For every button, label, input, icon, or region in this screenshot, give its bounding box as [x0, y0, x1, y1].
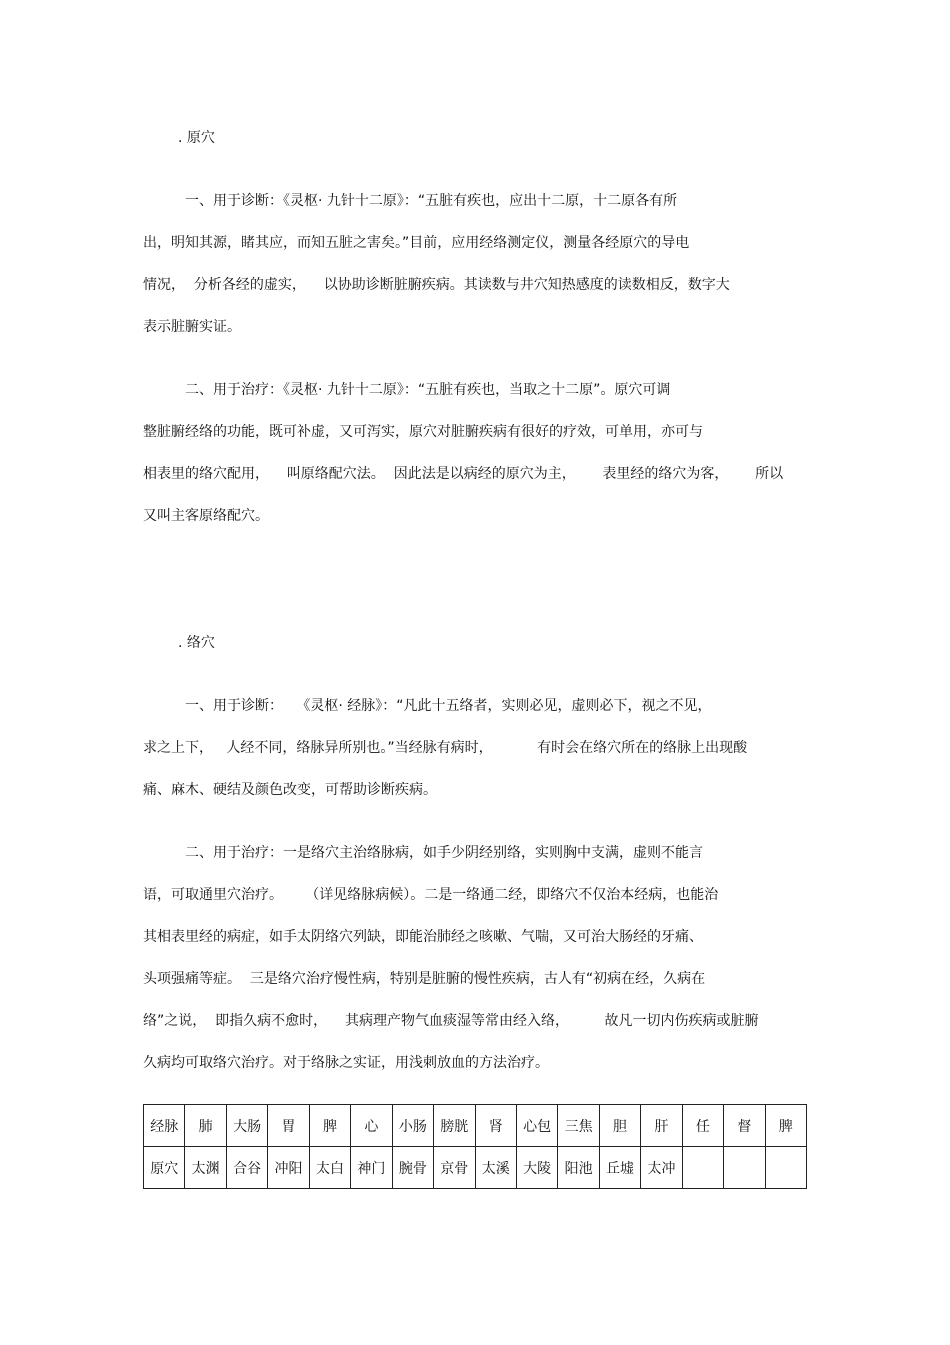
table-cell: 冲阳: [268, 1147, 309, 1189]
table-cell: 原穴: [144, 1147, 185, 1189]
table-cell: 心: [351, 1105, 392, 1147]
table-cell: 肝: [641, 1105, 682, 1147]
text-line: 语，可取通里穴治疗。 （详见络脉病候）。二是一络通二经，即络穴不仅治本经病，也能治: [143, 887, 719, 903]
text-line: 其相表里经的病症，如手太阴络穴列缺，即能治肺经之咳嗽、气喘，又可治大肠经的牙痛、: [143, 929, 703, 945]
table-cell: 合谷: [226, 1147, 267, 1189]
text-line: 情况， 分析各经的虚实， 以协助诊断脏腑疾病。其读数与井穴知热感度的读数相反，数字大: [143, 277, 730, 293]
table-cell: 京骨: [434, 1147, 475, 1189]
table-cell: 小肠: [392, 1105, 433, 1147]
text-line: 出，明知其源，睹其应，而知五脏之害矣。”目前，应用经络测定仪，测量各经原穴的导电: [143, 235, 690, 251]
table-cell: [724, 1147, 765, 1189]
text-line: 二、用于治疗：一是络穴主治络脉病，如手少阴经别络，实则胸中支满，虚则不能言: [185, 845, 703, 861]
table-cell: 胃: [268, 1105, 309, 1147]
table-cell: 心包: [516, 1105, 557, 1147]
text-line: 二、用于治疗：《灵枢· 九针十二原》：“五脏有疾也，当取之十二原”。原穴可调: [185, 382, 671, 398]
text-line: 久病均可取络穴治疗。对于络脉之实证，用浅刺放血的方法治疗。: [143, 1055, 549, 1071]
table-cell: [765, 1147, 806, 1189]
text-line: 头项强痛等症。 三是络穴治疗慢性病，特别是脏腑的慢性疾病，古人有“初病在经，久病在: [143, 971, 706, 987]
table-cell: 丘墟: [599, 1147, 640, 1189]
table-cell: 胆: [599, 1105, 640, 1147]
text-line: 一、用于诊断： 《灵枢· 经脉》：“凡此十五络者，实则必见，虚则必下，视之不见，: [185, 698, 712, 714]
table-cell: 肾: [475, 1105, 516, 1147]
table-cell: 大陵: [516, 1147, 557, 1189]
table-cell: 神门: [351, 1147, 392, 1189]
table-cell: 腕骨: [392, 1147, 433, 1189]
text-line: 络”之说， 即指久病不愈时， 其病理产物气血痰湿等常由经入络， 故凡一切内伤疾病或脏腑: [143, 1013, 759, 1029]
text-line: 求之上下， 人经不同，络脉异所别也。”当经脉有病时， 有时会在络穴所在的络脉上出现酸: [143, 740, 748, 756]
table-cell: 大肠: [226, 1105, 267, 1147]
text-line: 痛、麻木、硬结及颜色改变，可帮助诊断疾病。: [143, 782, 437, 798]
section1-heading: . 原穴: [178, 130, 215, 146]
table-cell: 阳池: [558, 1147, 599, 1189]
text-line: 又叫主客原络配穴。: [143, 508, 269, 524]
table-cell: 太溪: [475, 1147, 516, 1189]
table-cell: 任: [682, 1105, 723, 1147]
table-cell: 经脉: [144, 1105, 185, 1147]
table-cell: 督: [724, 1105, 765, 1147]
meridian-yuan-point-table: [143, 1104, 807, 1189]
table-cell: [682, 1147, 723, 1189]
table-cell: 太白: [309, 1147, 350, 1189]
table-cell: 肺: [185, 1105, 226, 1147]
table-cell: 太渊: [185, 1147, 226, 1189]
table-row: [144, 1147, 807, 1189]
text-line: 表示脏腑实证。: [143, 319, 241, 335]
table-cell: 脾: [765, 1105, 806, 1147]
table-cell: 脾: [309, 1105, 350, 1147]
text-line: 整脏腑经络的功能，既可补虚，又可泻实，原穴对脏腑疾病有很好的疗效，可单用，亦可与: [143, 424, 703, 440]
table-cell: 太冲: [641, 1147, 682, 1189]
section2-heading: . 络穴: [178, 635, 215, 651]
table-cell: 膀胱: [434, 1105, 475, 1147]
table-row: [144, 1105, 807, 1147]
table-cell: 三焦: [558, 1105, 599, 1147]
text-line: 一、用于诊断：《灵枢· 九针十二原》：“五脏有疾也，应出十二原，十二原各有所: [185, 193, 678, 209]
text-line: 相表里的络穴配用， 叫原络配穴法。 因此法是以病经的原穴为主， 表里经的络穴为客， 所以: [143, 466, 784, 482]
